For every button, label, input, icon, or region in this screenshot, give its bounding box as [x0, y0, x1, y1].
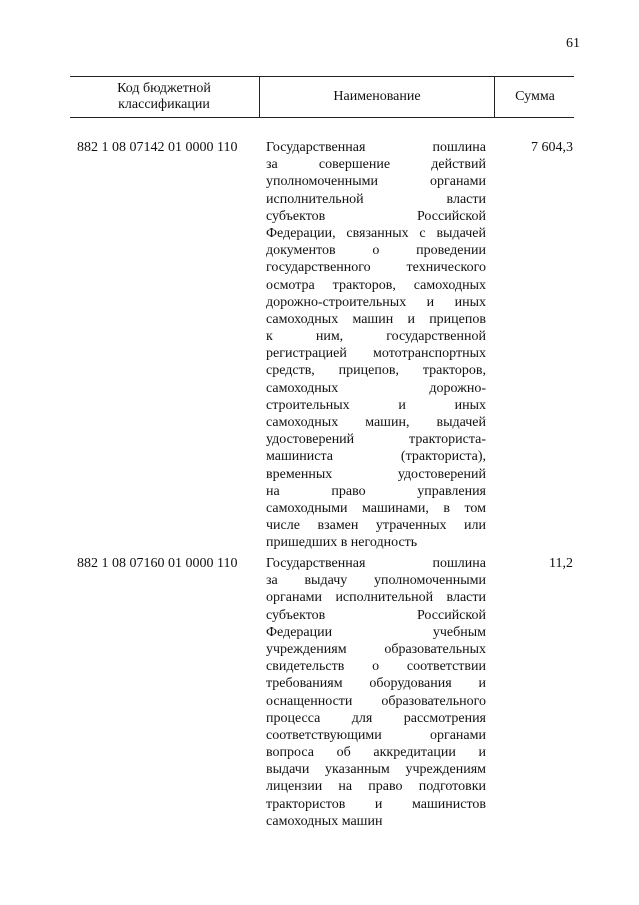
name-line: свидетельств о соответствии — [266, 659, 486, 675]
name-line: выдачи указанным учреждениям — [266, 762, 486, 778]
header-sum: Сумма — [494, 77, 575, 117]
name-line: строительных и иных — [266, 397, 486, 413]
name-line: самоходных машин, выдачей — [266, 415, 486, 430]
name-line: регистрацией мототранспортных — [266, 346, 486, 362]
name-line: Государственная пошлина — [266, 556, 486, 571]
name-line: субъектов Российской — [266, 607, 486, 623]
name-line: числе взамен утраченных или — [266, 518, 486, 534]
table-header — [70, 76, 574, 118]
row-sum: 7 604,3 — [531, 140, 573, 155]
name-line: самоходными машинами, в том — [266, 500, 486, 516]
name-line: к ним, государственной — [266, 329, 486, 345]
name-line: самоходных машин — [266, 813, 383, 829]
row-sum: 11,2 — [549, 556, 573, 571]
name-line: Федерации учебным — [266, 624, 486, 640]
name-line: документов о проведении — [266, 243, 486, 259]
name-line: дорожно-строительных и иных — [266, 294, 486, 310]
name-line: самоходных машин и прицепов — [266, 311, 486, 327]
name-line: трактористов и машинистов — [266, 796, 486, 812]
name-line: уполномоченными органами — [266, 174, 486, 190]
name-line: вопроса об аккредитации и — [266, 745, 486, 761]
header-code: Код бюджетной классификации — [117, 81, 211, 112]
name-line: соответствующими органами — [266, 727, 486, 743]
name-line: осмотра тракторов, самоходных — [266, 277, 486, 293]
name-line: государственного технического — [266, 260, 486, 276]
name-line: субъектов Российской — [266, 208, 486, 224]
name-line: средств, прицепов, тракторов, — [266, 363, 486, 379]
name-line: машиниста (тракториста), — [266, 449, 486, 465]
name-line: за совершение действий — [266, 157, 486, 173]
name-line: на право управления — [266, 483, 486, 499]
page-number: 61 — [566, 36, 580, 51]
name-line: лицензии на право подготовки — [266, 779, 486, 795]
name-line: процесса для рассмотрения — [266, 710, 486, 726]
name-line: Федерации, связанных с выдачей — [266, 225, 486, 241]
name-line: самоходных дорожно- — [266, 380, 486, 396]
name-line: оснащенности образовательного — [266, 693, 486, 709]
row-code: 882 1 08 07142 01 0000 110 — [77, 140, 238, 155]
name-line: за выдачу уполномоченными — [266, 573, 486, 589]
name-line: пришедших в негодность — [266, 535, 418, 551]
row-name — [266, 555, 486, 830]
name-line: Государственная пошлина — [266, 140, 486, 155]
name-line: временных удостоверений — [266, 466, 486, 482]
name-line: учреждениям образовательных — [266, 641, 486, 657]
name-line: требованиям оборудования и — [266, 676, 486, 692]
header-name: Наименование — [259, 77, 494, 117]
row-code: 882 1 08 07160 01 0000 110 — [77, 556, 238, 571]
name-line: органами исполнительной власти — [266, 590, 486, 606]
name-line: удостоверений тракториста- — [266, 432, 486, 448]
row-name — [266, 139, 486, 552]
name-line: исполнительной власти — [266, 191, 486, 207]
